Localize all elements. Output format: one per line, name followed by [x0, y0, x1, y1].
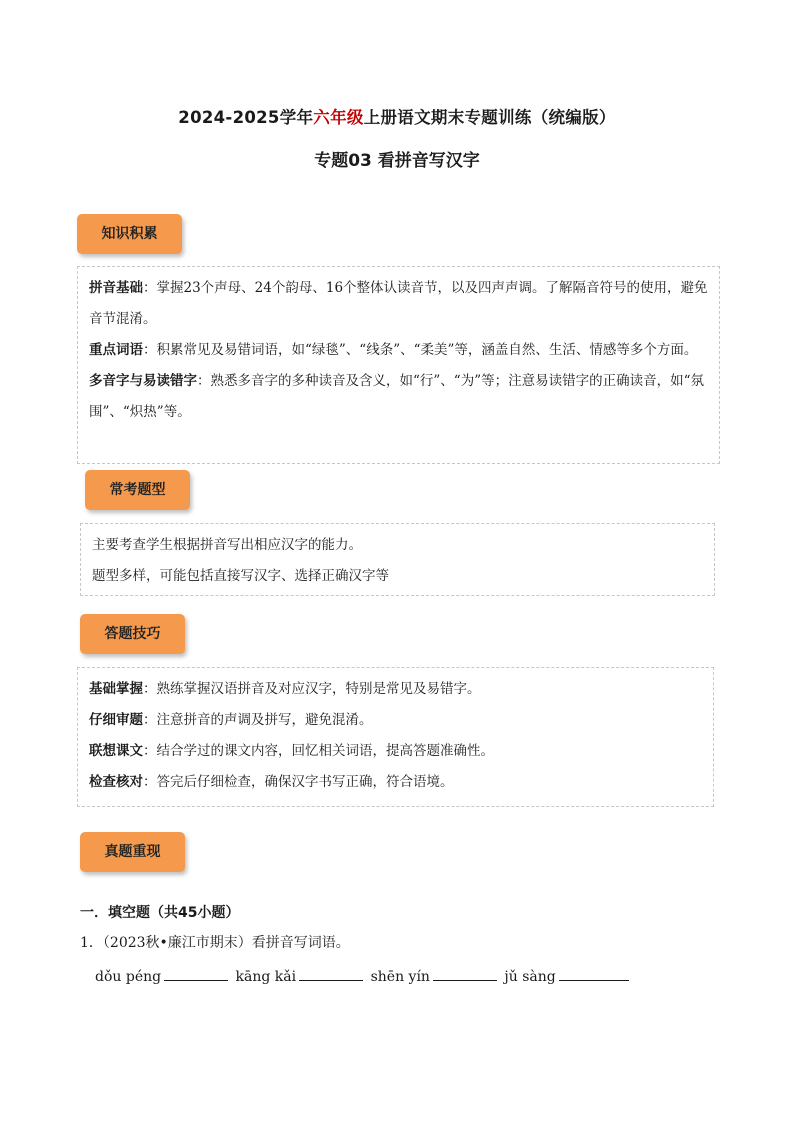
item-text: ：积累常见及易错词语，如“绿毯”、“线条”、“柔美”等，涵盖自然、生活、情感等多个方面。: [143, 342, 698, 358]
tag-real-questions: 真题重现: [80, 832, 185, 872]
skills-item: [89, 736, 703, 767]
knowledge-item-words: [89, 335, 709, 366]
question-types-line: 主要考查学生根据拼音写出相应汉字的能力。: [92, 537, 362, 553]
item-text: ：结合学过的课文内容，回忆相关词语，提高答题准确性。: [143, 743, 494, 759]
tag-question-types: 常考题型: [85, 470, 190, 510]
pinyin-word: shēn yín: [370, 969, 430, 985]
title-highlight: 六年级: [313, 108, 364, 127]
question-types-line: 题型多样，可能包括直接写汉字、选择正确汉字等: [92, 568, 389, 584]
answer-blank[interactable]: [433, 966, 497, 981]
knowledge-item-polyphones: [89, 366, 709, 428]
skills-item: [89, 767, 703, 798]
title-prefix: 2024-2025学年: [178, 108, 314, 127]
item-label: 多音字与易读错字: [89, 373, 197, 389]
item-label: 基础掌握: [89, 681, 143, 697]
knowledge-box: [77, 266, 720, 464]
item-label: 检查核对: [89, 774, 143, 790]
item-text: ：掌握23个声母、24个韵母、16个整体认读音节，以及四声声调。了解隔音符号的使用，避免音节混淆。: [89, 280, 708, 327]
item-label: 仔细审题: [89, 712, 143, 728]
answer-blank[interactable]: [559, 966, 629, 981]
skills-item: [89, 674, 703, 705]
page-subtitle: 专题03 看拼音写汉字: [314, 151, 480, 171]
pinyin-row: [95, 966, 632, 985]
answer-blank[interactable]: [299, 966, 363, 981]
pinyin-word: kāng kǎi: [235, 969, 297, 985]
question-1: 1．（2023秋•廉江市期末）看拼音写词语。: [80, 935, 350, 951]
answer-blank[interactable]: [164, 966, 228, 981]
page-title: [0, 104, 794, 128]
item-text: ：熟悉多音字的多种读音及含义，如“行”、“为”等；注意易读错字的正确读音，如“氛围”、“炽热”等。: [89, 373, 705, 420]
item-text: ：答完后仔细检查，确保汉字书写正确，符合语境。: [143, 774, 454, 790]
pinyin-word: jǔ sàng: [504, 969, 556, 985]
exercise-heading: 一．填空题（共45小题）: [80, 905, 240, 921]
item-text: ：注意拼音的声调及拼写，避免混淆。: [143, 712, 373, 728]
skills-item: [89, 705, 703, 736]
item-label: 拼音基础: [89, 280, 143, 296]
pinyin-word: dǒu péng: [95, 969, 162, 985]
knowledge-item-pinyin: [89, 273, 709, 335]
skills-box: [77, 667, 714, 807]
question-types-box: [80, 523, 715, 596]
tag-skills: 答题技巧: [80, 614, 185, 654]
item-label: 重点词语: [89, 342, 143, 358]
item-text: ：熟练掌握汉语拼音及对应汉字，特别是常见及易错字。: [143, 681, 481, 697]
title-suffix: 上册语文期末专题训练（统编版）: [363, 108, 616, 127]
tag-knowledge: 知识积累: [77, 214, 182, 254]
item-label: 联想课文: [89, 743, 143, 759]
